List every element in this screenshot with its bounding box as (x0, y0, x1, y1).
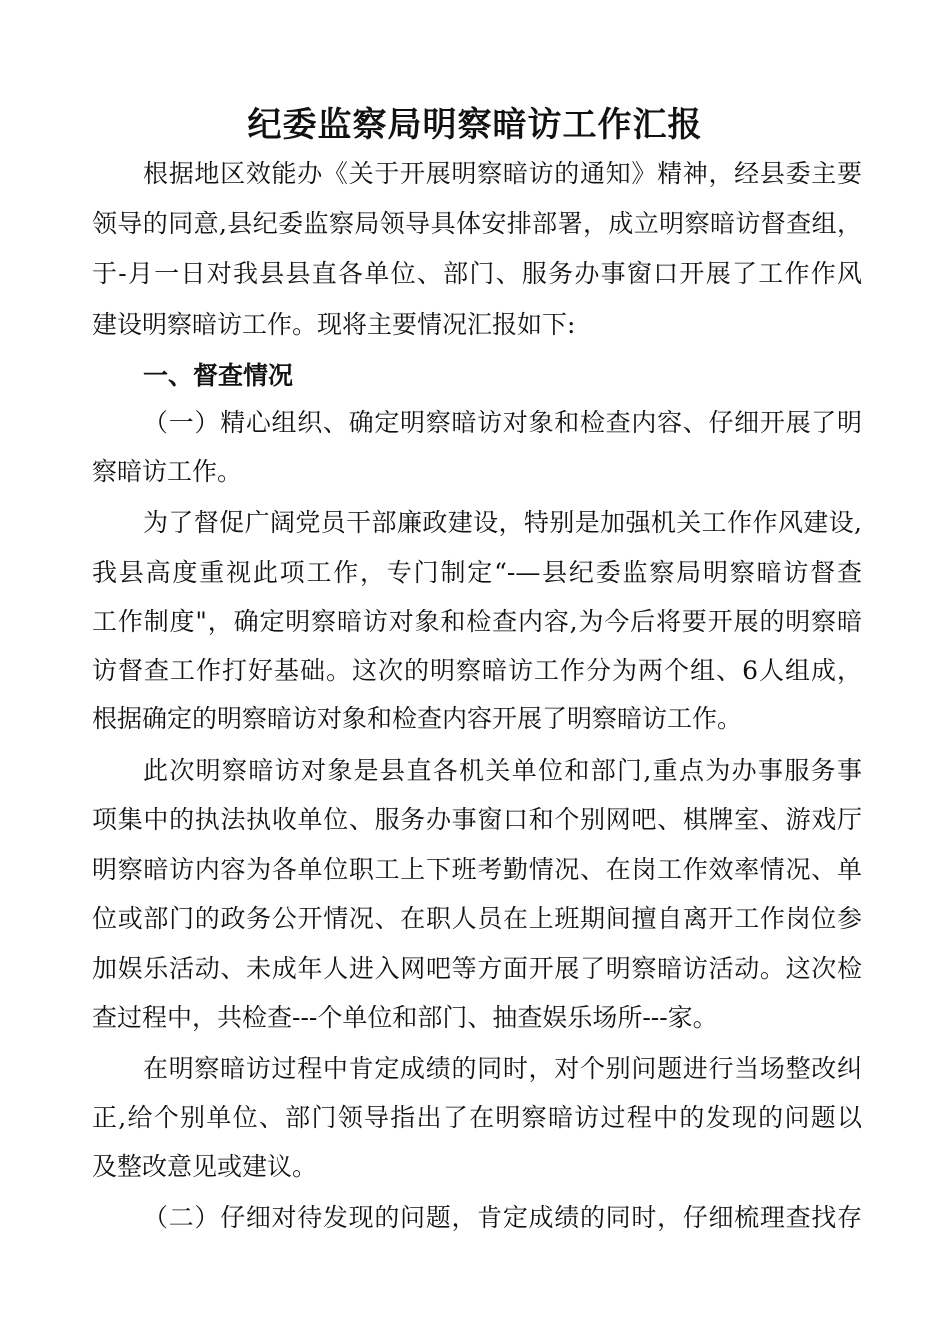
paragraph-line: 在明察暗访过程中肯定成绩的同时，对个别问题进行当场整改纠 (143, 1054, 862, 1083)
paragraph-line: 查过程中，共检查---个单位和部门、抽查娱乐场所---家。 (92, 1003, 718, 1032)
paragraph-line: 于-月一日对我县县直各单位、部门、服务办事窗口开展了工作作风 (92, 259, 862, 288)
paragraph-line: 建设明察暗访工作。现将主要情况汇报如下: (92, 310, 576, 339)
paragraph-line: 明察暗访内容为各单位职工上下班考勤情况、在岗工作效率情况、单 (92, 855, 862, 884)
document-title: 纪委监察局明察暗访工作汇报 (247, 105, 703, 145)
paragraph-line: 根据确定的明察暗访对象和检查内容开展了明察暗访工作。 (92, 704, 743, 733)
paragraph-line: 正,给个别单位、部门领导指出了在明察暗访过程中的发现的问题以 (92, 1103, 862, 1132)
paragraph-line: 位或部门的政务公开情况、在职人员在上班期间擅自离开工作岗位参 (92, 904, 862, 933)
paragraph-line: 及整改意见或建议。 (92, 1152, 318, 1181)
paragraph-line: 领导的同意,县纪委监察局领导具体安排部署，成立明察暗访督查组， (92, 209, 862, 238)
subsection-heading: （一）精心组织、确定明察暗访对象和检查内容、仔细开展了明 (143, 408, 862, 437)
paragraph-line: 根据地区效能办《关于开展明察暗访的通知》精神，经县委主要 (143, 159, 862, 188)
paragraph-line: 察暗访工作。 (92, 457, 243, 486)
subsection-heading: （二）仔细对待发现的问题，肯定成绩的同时，仔细梳理查找存 (143, 1203, 862, 1232)
paragraph-line: 项集中的执法执收单位、服务办事窗口和个别网吧、棋牌室、游戏厅 (92, 805, 862, 834)
paragraph-line: 此次明察暗访对象是县直各机关单位和部门,重点为办事服务事 (143, 756, 862, 785)
paragraph-line: 我县高度重视此项工作，专门制定“-—县纪委监察局明察暗访督查 (92, 558, 862, 587)
paragraph-line: 访督查工作打好基础。这次的明察暗访工作分为两个组、6人组成， (92, 656, 862, 685)
section-heading: 一、督查情况 (143, 361, 294, 390)
paragraph-line: 为了督促广阔党员干部廉政建设，特别是加强机关工作作风建设, (143, 508, 862, 537)
paragraph-line: 工作制度"，确定明察暗访对象和检查内容,为今后将要开展的明察暗 (92, 607, 862, 636)
paragraph-line: 加娱乐活动、未成年人进入网吧等方面开展了明察暗访活动。这次检 (92, 954, 862, 983)
